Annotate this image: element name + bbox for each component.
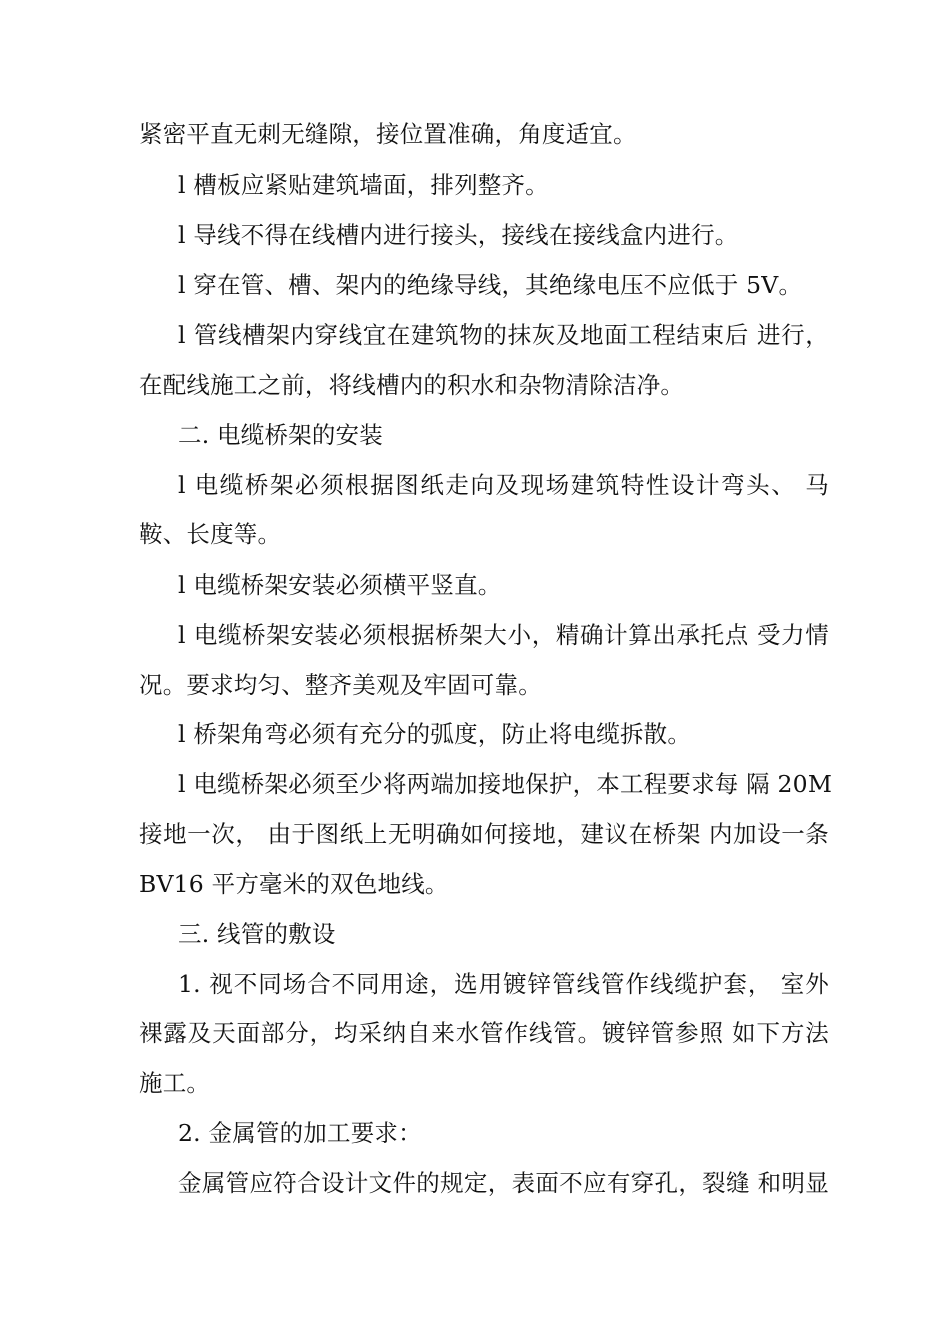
text-line: 裸露及天面部分，均采纳自来水管作线管。镀锌管参照 如下方法 [139, 1019, 829, 1047]
text-line: 在配线施工之前，将线槽内的积水和杂物清除洁净。 [139, 371, 685, 399]
section-heading: 二. 电缆桥架的安装 [178, 421, 383, 449]
text-line: 施工。 [139, 1069, 211, 1097]
bullet-item: l 电缆桥架安装必须横平竖直。 [178, 571, 502, 599]
text-line: 况。要求均匀、整齐美观及牢固可靠。 [139, 671, 542, 699]
text-line: 金属管应符合设计文件的规定，表面不应有穿孔，裂缝 和明显 [178, 1169, 829, 1197]
section-heading: 三. 线管的敷设 [178, 920, 336, 948]
bullet-item: l 导线不得在线槽内进行接头，接线在接线盒内进行。 [178, 221, 739, 249]
numbered-item: 1. 视不同场合不同用途，选用镀锌管线管作线缆护套， 室外 [178, 970, 829, 998]
numbered-item: 2. 金属管的加工要求： [178, 1119, 422, 1147]
bullet-item: l 管线槽架内穿线宜在建筑物的抹灰及地面工程结束后 进行， [178, 321, 829, 349]
text-line: 紧密平直无刺无缝隙，接位置准确，角度适宜。 [139, 120, 637, 148]
text-line: 鞍、长度等。 [139, 520, 282, 548]
bullet-item: l 穿在管、槽、架内的绝缘导线，其绝缘电压不应低于 5V。 [178, 271, 803, 299]
bullet-item: l 桥架角弯必须有充分的弧度，防止将电缆拆散。 [178, 720, 692, 748]
bullet-item: l 电缆桥架安装必须根据桥架大小，精确计算出承托点 受力情 [178, 621, 829, 649]
bullet-item: l 电缆桥架必须根据图纸走向及现场建筑特性设计弯头、 马 [178, 471, 829, 499]
bullet-item: l 槽板应紧贴建筑墙面，排列整齐。 [178, 171, 549, 199]
text-line: 接地一次， 由于图纸上无明确如何接地，建议在桥架 内加设一条 [139, 820, 829, 848]
text-line: BV16 平方毫米的双色地线。 [139, 870, 449, 898]
bullet-item: l 电缆桥架必须至少将两端加接地保护，本工程要求每 隔 20M [178, 770, 833, 798]
